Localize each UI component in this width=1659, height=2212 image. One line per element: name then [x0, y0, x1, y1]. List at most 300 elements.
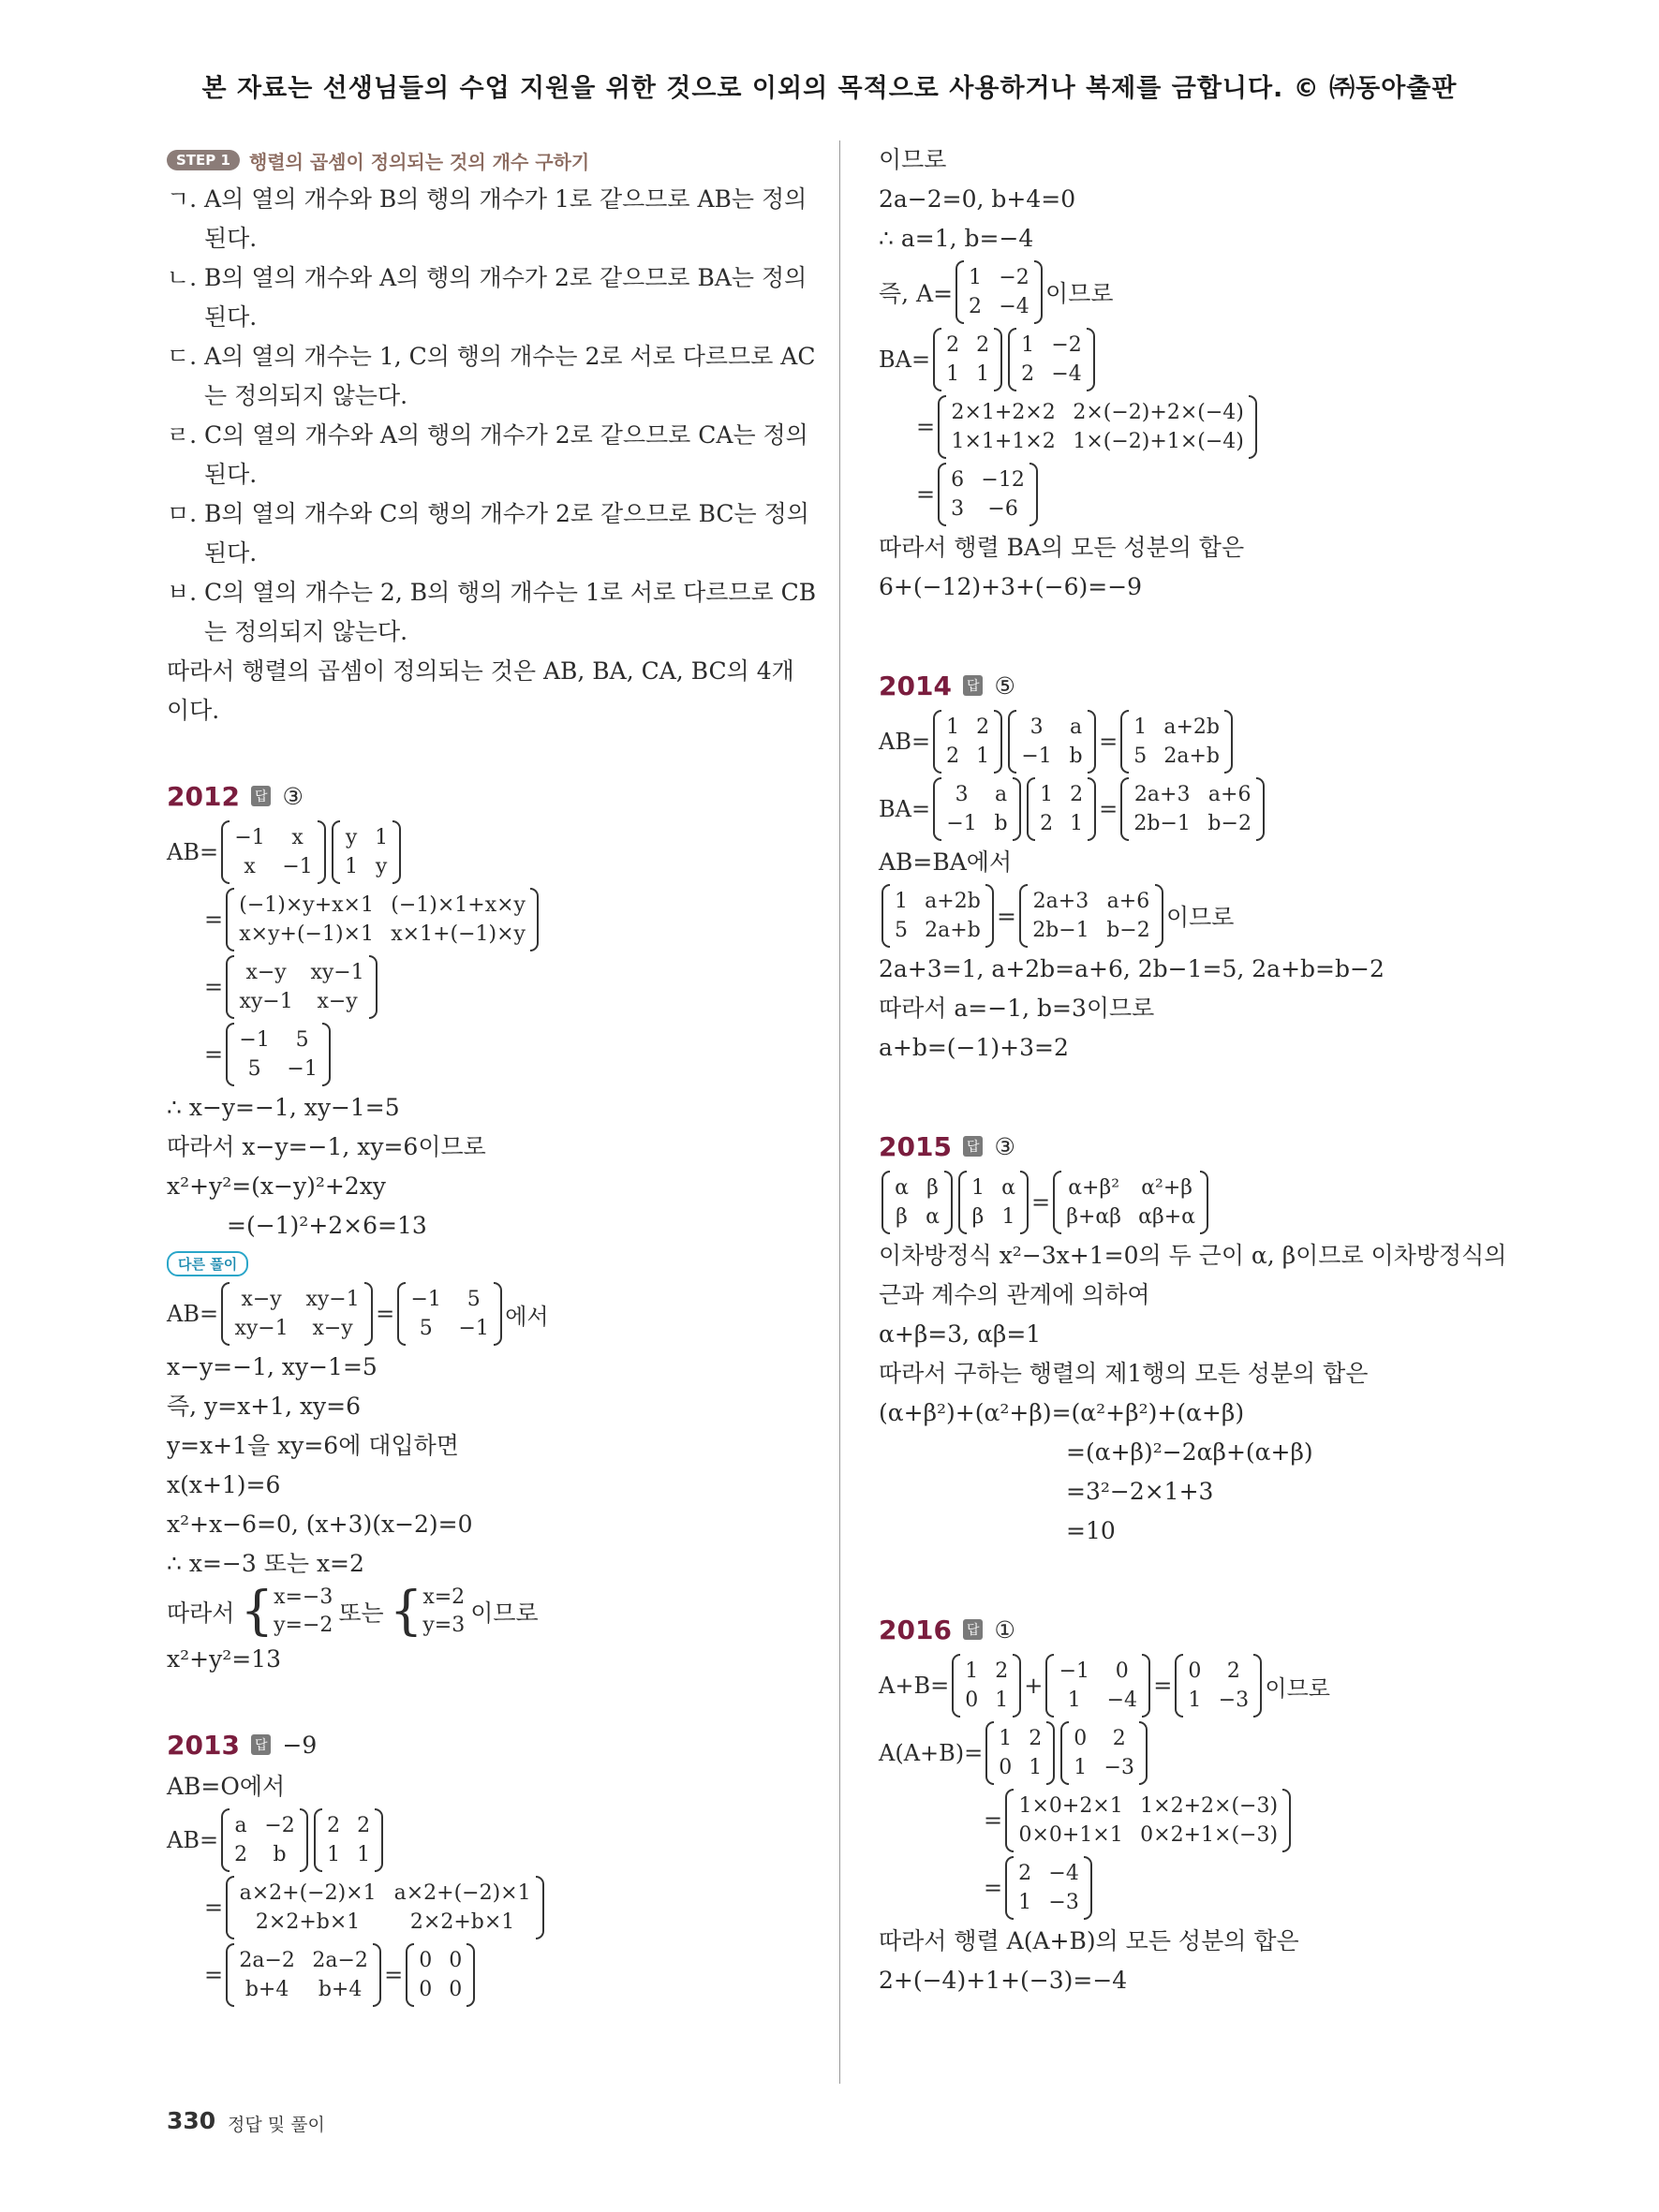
matrix-cell: 2: [969, 295, 983, 318]
solution-text: 이므로: [1265, 1674, 1330, 1702]
step-line: 는 정의되지 않는다.: [204, 382, 408, 409]
problem-2012-heading: [167, 774, 804, 818]
problem-2014-heading: [879, 663, 1534, 708]
case-line: x=2: [422, 1585, 466, 1609]
solution-line: 따라서 행렬 A(A+B)의 모든 성분의 합은: [879, 1927, 1299, 1954]
solution-text: 이므로: [1045, 280, 1114, 307]
solution-line: ∴ a=1, b=−4: [879, 225, 1034, 252]
matrix-cell: x: [244, 855, 256, 878]
equation-row: [167, 1021, 804, 1088]
matrix-cell: 1: [946, 715, 960, 739]
equation-row: [879, 708, 1534, 775]
matrix-cell: 0: [449, 1978, 463, 2001]
matrix-cell: 2: [357, 1814, 371, 1837]
solution-text: 또는: [338, 1600, 384, 1627]
equals-sign: =: [204, 974, 224, 1000]
matrix-cell: −1: [287, 1057, 318, 1081]
matrix: [1045, 1654, 1150, 1718]
solution-line: 2a+3=1, a+2b=a+6, 2b−1=5, 2a+b=b−2: [879, 955, 1385, 982]
equals-sign: =: [916, 481, 936, 508]
matrix-cell: −1: [458, 1317, 489, 1340]
matrix-cell: β: [971, 1205, 985, 1229]
matrix-cell: x−y: [312, 1317, 353, 1340]
matrix-cell: 2: [1040, 812, 1054, 835]
equation-row: [167, 1941, 804, 2009]
matrix: [881, 884, 994, 948]
matrix-cell: −1: [234, 826, 265, 849]
matrix-cell: 1: [969, 266, 983, 289]
matrix-cell: b+4: [318, 1978, 363, 2001]
matrix: [406, 1943, 475, 2007]
matrix-cell: 0: [1074, 1727, 1088, 1750]
solution-line: ∴ x−y=−1, xy−1=5: [167, 1094, 400, 1121]
matrix-cell: 3: [951, 497, 965, 521]
step-line: ㅂ. C의 열의 개수는 2, B의 행의 개수는 1로 서로 다르므로 CB: [167, 579, 817, 606]
matrix-cell: 1: [357, 1843, 371, 1866]
matrix-cell: 2a+3: [1032, 890, 1089, 913]
matrix-cell: x−y: [245, 961, 287, 984]
matrix: [1027, 777, 1096, 841]
solution-text: 이므로: [1165, 904, 1235, 931]
matrix-cell: 2a−2: [239, 1949, 295, 1972]
equals-sign: =: [997, 902, 1016, 930]
matrix-cell: αβ+α: [1138, 1205, 1196, 1229]
step1-heading: [167, 140, 804, 180]
matrix-cell: 1: [1021, 333, 1035, 357]
solution-line: 2+(−4)+1+(−3)=−4: [879, 1967, 1128, 1994]
matrix-cell: −4: [1051, 362, 1082, 386]
matrix-cell: −1: [1059, 1659, 1090, 1683]
matrix-cell: 0: [1188, 1659, 1202, 1683]
matrix: [1005, 1789, 1291, 1852]
matrix-cell: 1: [895, 890, 908, 913]
matrix-cell: b−2: [1207, 812, 1252, 835]
matrix-cell: 0: [449, 1949, 463, 1972]
equation-row: [879, 1169, 1534, 1236]
matrix-cell: 5: [467, 1288, 481, 1311]
matrix-cell: −4: [999, 295, 1029, 318]
matrix-cell: a+6: [1207, 783, 1252, 806]
solution-line: α+β=3, αβ=1: [879, 1320, 1042, 1348]
matrix-cell: 1: [971, 1176, 985, 1200]
matrix-cell: 2: [234, 1843, 248, 1866]
matrix: [985, 1721, 1055, 1785]
matrix: [226, 1876, 544, 1939]
brace: {: [240, 1581, 274, 1642]
matrix-cell: 5: [419, 1317, 433, 1340]
matrix-cell: 2: [995, 1659, 1009, 1683]
matrix-cell: 1: [1018, 1891, 1032, 1914]
matrix-cell: 2×2+b×1: [409, 1910, 515, 1934]
matrix-cell: 0: [965, 1688, 979, 1712]
matrix-cell: −3: [1218, 1688, 1250, 1712]
matrix-cell: 0×2+1×(−3): [1140, 1823, 1279, 1847]
solution-line: x²+y²=13: [167, 1645, 281, 1673]
matrix-cell: 2: [1021, 362, 1035, 386]
matrix-cell: xy−1: [310, 961, 364, 984]
case-line: x=−3: [274, 1585, 333, 1609]
equation-lhs: AB=: [879, 729, 931, 755]
matrix-cell: (−1)×y+x×1: [239, 893, 374, 917]
matrix-cell: 2×(−2)+2×(−4): [1073, 401, 1244, 424]
equals-sign: =: [984, 1807, 1003, 1834]
matrix-cell: 0: [999, 1756, 1013, 1779]
equation-row: [167, 886, 804, 953]
matrix-cell: a+6: [1106, 890, 1150, 913]
matrix-cell: α: [926, 1205, 940, 1229]
matrix-cell: xy−1: [305, 1288, 360, 1311]
matrix: [226, 1023, 331, 1086]
matrix-cell: a×2+(−2)×1: [239, 1881, 377, 1905]
problem-number: 2016: [879, 1614, 952, 1645]
matrix-cell: α+β²: [1068, 1176, 1120, 1200]
step-title: 행렬의 곱셈이 정의되는 것의 개수 구하기: [248, 150, 590, 173]
answer-value: −9: [282, 1731, 318, 1759]
equals-sign: =: [1031, 1189, 1051, 1216]
solution-line: 근과 계수의 관계에 의하여: [879, 1281, 1150, 1308]
step-line: ㄱ. A의 열의 개수와 B의 행의 개수가 1로 같으므로 AB는 정의: [167, 185, 807, 213]
matrix-cell: 1×0+2×1: [1018, 1794, 1123, 1818]
matrix-cell: −2: [1051, 333, 1082, 357]
matrix-cell: 2: [946, 745, 960, 768]
matrix-cell: −6: [987, 497, 1018, 521]
cases-block: [240, 1581, 333, 1642]
matrix-cell: y: [345, 826, 358, 849]
matrix: [397, 1282, 502, 1346]
matrix: [938, 463, 1038, 526]
solution-line: x(x+1)=6: [167, 1471, 281, 1498]
step-line: 는 정의되지 않는다.: [204, 618, 408, 645]
equation-lhs: A(A+B)=: [879, 1740, 984, 1766]
matrix: [955, 260, 1043, 324]
step-line: 이다.: [167, 697, 220, 724]
step-line: ㅁ. B의 열의 개수와 C의 행의 개수가 2로 같으므로 BC는 정의: [167, 500, 809, 527]
equation-row: [879, 1787, 1534, 1854]
solution-line: 즉, y=x+1, xy=6: [167, 1393, 362, 1420]
matrix-cell: 1: [1133, 715, 1148, 739]
matrix-cell: 0: [1115, 1659, 1129, 1683]
matrix-cell: a: [1070, 715, 1083, 739]
solution-line: 이차방정식 x²−3x+1=0의 두 근이 α, β이므로 이차방정식의: [879, 1242, 1507, 1269]
matrix-cell: 2b−1: [1032, 919, 1089, 942]
matrix-cell: 1: [976, 362, 990, 386]
matrix: [1019, 884, 1163, 948]
matrix-cell: y: [375, 855, 388, 878]
equation-lhs: AB=: [167, 839, 219, 865]
matrix-cell: 1: [995, 1688, 1009, 1712]
matrix-cell: 2a+3: [1133, 783, 1191, 806]
matrix-cell: −12: [981, 468, 1025, 492]
matrix-cell: 1: [999, 1727, 1013, 1750]
matrix: [1175, 1654, 1262, 1718]
copyright-notice: 본 자료는 선생님들의 수업 지원을 위한 것으로 이외의 목적으로 사용하거나 복제를 금합니다. © ㈜동아출판: [201, 74, 1458, 103]
solution-line: 따라서 a=−1, b=3이므로: [879, 995, 1155, 1022]
matrix-cell: 5: [247, 1057, 261, 1081]
matrix-cell: 1: [345, 855, 359, 878]
solution-line: =3²−2×1+3: [1066, 1478, 1214, 1505]
answer-badge: 답: [963, 675, 984, 696]
matrix-cell: 5: [895, 919, 908, 942]
matrix-cell: a+2b: [925, 890, 981, 913]
solution-line: (α+β²)+(α²+β)=(α²+β²)+(α+β): [879, 1399, 1245, 1426]
matrix-cell: 1: [965, 1659, 979, 1683]
equation-row: [167, 1280, 804, 1348]
matrix: [1053, 1171, 1208, 1234]
equals-sign: =: [916, 414, 936, 440]
problem-2015-heading: [879, 1124, 1534, 1169]
matrix-cell: 2: [1029, 1727, 1043, 1750]
matrix-cell: −2: [999, 266, 1029, 289]
equation-row: [879, 1652, 1534, 1719]
matrix-cell: 1: [1188, 1688, 1202, 1712]
matrix-cell: b+4: [244, 1978, 289, 2001]
matrix-cell: x×y+(−1)×1: [239, 922, 374, 946]
matrix-cell: −3: [1104, 1756, 1134, 1779]
brace: {: [389, 1581, 423, 1642]
matrix: [332, 820, 401, 884]
solution-line: ∴ x=−3 또는 x=2: [167, 1550, 364, 1577]
solution-line: =(−1)²+2×6=13: [227, 1212, 427, 1239]
equation-row: [167, 1806, 804, 1874]
step-line: ㄴ. B의 열의 개수와 A의 행의 개수가 2로 같으므로 BA는 정의: [167, 264, 807, 291]
matrix-cell: a: [234, 1814, 247, 1837]
answer-badge: 답: [251, 1734, 272, 1755]
matrix: [226, 955, 378, 1019]
matrix-cell: 2×2+b×1: [255, 1910, 361, 1934]
step-line: 된다.: [204, 461, 258, 488]
matrix: [314, 1808, 383, 1872]
answer-badge: 답: [251, 786, 272, 806]
equation-row: [879, 1719, 1534, 1787]
matrix-cell: 5: [295, 1028, 309, 1052]
matrix-cell: 2: [946, 333, 960, 357]
footer-label: 정답 및 풀이: [228, 2115, 325, 2135]
equation-row: [879, 775, 1534, 843]
equation-row: [167, 953, 804, 1021]
matrix-cell: 1: [1074, 1756, 1088, 1779]
solution-line: 따라서 행렬 BA의 모든 성분의 합은: [879, 534, 1245, 561]
matrix-cell: 1: [1067, 1688, 1081, 1712]
matrix-cell: 1: [1001, 1205, 1015, 1229]
solution-line: 이므로: [879, 146, 947, 173]
matrix-cell: 2×1+2×2: [951, 401, 1056, 424]
matrix-cell: 2: [1112, 1727, 1126, 1750]
equation-lhs: BA=: [879, 347, 931, 373]
answer-value: ⑤: [994, 671, 1015, 700]
solution-text: 이므로: [470, 1600, 539, 1627]
matrix: [1008, 710, 1096, 774]
matrix-cell: 1×1+1×2: [951, 430, 1056, 453]
matrix: [881, 1171, 953, 1234]
solution-line: x²+y²=(x−y)²+2xy: [167, 1172, 386, 1200]
matrix-cell: 0×0+1×1: [1018, 1823, 1123, 1847]
matrix-cell: 1: [327, 1843, 341, 1866]
step-badge: STEP 1: [167, 150, 240, 170]
matrix-cell: 6: [951, 468, 965, 492]
equation-lhs: BA=: [879, 796, 931, 822]
step-line: ㄹ. C의 열의 개수와 A의 행의 개수가 2로 같으므로 CA는 정의: [167, 421, 808, 449]
solution-line: AB=O에서: [167, 1773, 286, 1800]
step-line: ㄷ. A의 열의 개수는 1, C의 행의 개수는 2로 서로 다르므로 AC: [167, 343, 816, 370]
problem-number: 2014: [879, 670, 952, 701]
matrix-cell: xy−1: [239, 990, 293, 1013]
matrix-cell: 1: [976, 745, 990, 768]
equals-sign: =: [1099, 796, 1118, 822]
equals-sign: =: [204, 1041, 224, 1068]
matrix-cell: 2: [1018, 1862, 1032, 1885]
alt-solution-badge: 다른 풀이: [167, 1251, 248, 1276]
equation-row: [879, 882, 1534, 950]
matrix: [933, 328, 1002, 391]
case-line: y=3: [422, 1614, 466, 1637]
equation-row: [879, 461, 1534, 528]
matrix-cell: x×1+(−1)×y: [391, 922, 526, 946]
matrix-cell: 5: [1133, 745, 1148, 768]
matrix-cell: β: [926, 1176, 939, 1200]
solution-line: 6+(−12)+3+(−6)=−9: [879, 573, 1143, 600]
equals-sign: =: [204, 907, 224, 933]
matrix: [226, 1943, 381, 2007]
step-line: 된다.: [204, 303, 258, 331]
matrix: [221, 1808, 308, 1872]
equals-sign: =: [1099, 729, 1118, 755]
problem-2013-heading: [167, 1722, 804, 1767]
matrix-cell: x−y: [241, 1288, 282, 1311]
right-column: [879, 140, 1534, 2000]
equation-row: [879, 393, 1534, 461]
matrix-cell: 2a+b: [925, 919, 981, 942]
matrix-cell: b−2: [1106, 919, 1150, 942]
matrix-cell: −4: [1106, 1688, 1138, 1712]
matrix-cell: x: [291, 826, 304, 849]
matrix-cell: 0: [419, 1978, 433, 2001]
cases-block: [389, 1581, 466, 1642]
matrix-cell: −2: [264, 1814, 295, 1837]
equals-sign: =: [204, 1962, 224, 1988]
equation-row: [879, 258, 1534, 326]
equation-lhs: AB=: [167, 1827, 219, 1853]
matrix-cell: 2: [976, 715, 990, 739]
matrix-cell: −4: [1048, 1862, 1079, 1885]
matrix-cell: 2: [1070, 783, 1084, 806]
matrix: [221, 820, 326, 884]
matrix-cell: −3: [1048, 1891, 1079, 1914]
matrix-cell: −1: [946, 812, 977, 835]
solution-line: 따라서 x−y=−1, xy=6이므로: [167, 1133, 486, 1160]
solution-line: a+b=(−1)+3=2: [879, 1034, 1069, 1061]
answer-badge: 답: [963, 1619, 984, 1640]
matrix: [1008, 328, 1095, 391]
case-line: y=−2: [274, 1614, 333, 1637]
equation-row: [879, 1854, 1534, 1922]
matrix: [938, 395, 1257, 459]
solution-text: 따라서: [167, 1600, 235, 1627]
matrix: [1120, 777, 1265, 841]
page-number: 330: [167, 2107, 216, 2134]
answer-value: ①: [994, 1615, 1015, 1644]
matrix-cell: 2a+b: [1163, 745, 1220, 768]
solution-line: 2a−2=0, b+4=0: [879, 185, 1076, 213]
matrix: [933, 777, 1021, 841]
matrix-cell: b: [1069, 745, 1083, 768]
equation-row: [879, 326, 1534, 393]
solution-line: =(α+β)²−2αβ+(α+β): [1066, 1438, 1313, 1466]
matrix: [933, 710, 1002, 774]
problem-number: 2012: [167, 780, 240, 812]
solution-line: =10: [1066, 1517, 1116, 1544]
answer-value: ③: [994, 1132, 1015, 1160]
matrix-cell: 0: [419, 1949, 433, 1972]
equals-sign: =: [984, 1875, 1003, 1901]
matrix-cell: α²+β: [1141, 1176, 1193, 1200]
matrix-cell: 1: [375, 826, 389, 849]
matrix-cell: (−1)×1+x×y: [391, 893, 526, 917]
solution-line: AB=BA에서: [879, 848, 1013, 876]
equals-sign: =: [384, 1962, 404, 1988]
step-line: 된다.: [204, 539, 258, 567]
problem-number: 2015: [879, 1130, 952, 1162]
matrix-cell: 2b−1: [1133, 812, 1191, 835]
solution-text: 즉, A=: [879, 280, 954, 307]
matrix-cell: 2a−2: [312, 1949, 368, 1972]
matrix: [952, 1654, 1021, 1718]
matrix-cell: α: [1001, 1176, 1015, 1200]
solution-line: y=x+1을 xy=6에 대입하면: [167, 1432, 459, 1459]
matrix-cell: b: [994, 812, 1008, 835]
cases-row: [167, 1581, 804, 1642]
matrix-cell: 1: [946, 362, 960, 386]
left-column: [167, 140, 817, 2009]
matrix: [1120, 710, 1233, 774]
matrix-cell: 1: [1040, 783, 1054, 806]
column-divider: [839, 140, 840, 2084]
step-line: 된다.: [204, 225, 258, 252]
matrix-cell: 1: [1029, 1756, 1043, 1779]
equals-sign: =: [204, 1895, 224, 1921]
matrix-cell: 2: [1226, 1659, 1240, 1683]
matrix-cell: b: [273, 1843, 287, 1866]
matrix-cell: 2: [976, 333, 990, 357]
equation-lhs: AB=: [167, 1301, 219, 1327]
solution-line: x−y=−1, xy−1=5: [167, 1353, 378, 1380]
problem-number: 2013: [167, 1729, 240, 1761]
matrix-cell: a×2+(−2)×1: [393, 1881, 531, 1905]
matrix: [221, 1282, 373, 1346]
solution-line: 따라서 구하는 행렬의 제1행의 모든 성분의 합은: [879, 1360, 1369, 1387]
equation-row: [167, 1874, 804, 1941]
matrix-cell: a: [995, 783, 1008, 806]
matrix-cell: x−y: [317, 990, 358, 1013]
equation-row: [167, 818, 804, 886]
matrix-cell: β: [896, 1205, 908, 1229]
problem-2016-heading: [879, 1607, 1534, 1652]
answer-value: ③: [282, 782, 304, 810]
step-line: 따라서 행렬의 곱셈이 정의되는 것은 AB, BA, CA, BC의 4개: [167, 657, 794, 685]
matrix: [1005, 1856, 1092, 1920]
equation-lhs: A+B=: [879, 1673, 950, 1699]
matrix-cell: 3: [955, 783, 969, 806]
matrix-cell: −1: [239, 1028, 270, 1052]
matrix-cell: −1: [282, 855, 313, 878]
equals-sign: =: [1153, 1673, 1173, 1699]
matrix: [1060, 1721, 1148, 1785]
matrix: [226, 888, 539, 951]
matrix-cell: 1×(−2)+1×(−4): [1073, 430, 1244, 453]
matrix-cell: xy−1: [234, 1317, 289, 1340]
matrix-cell: β+αβ: [1066, 1205, 1121, 1229]
matrix-cell: −1: [1021, 745, 1052, 768]
matrix-cell: −1: [410, 1288, 441, 1311]
